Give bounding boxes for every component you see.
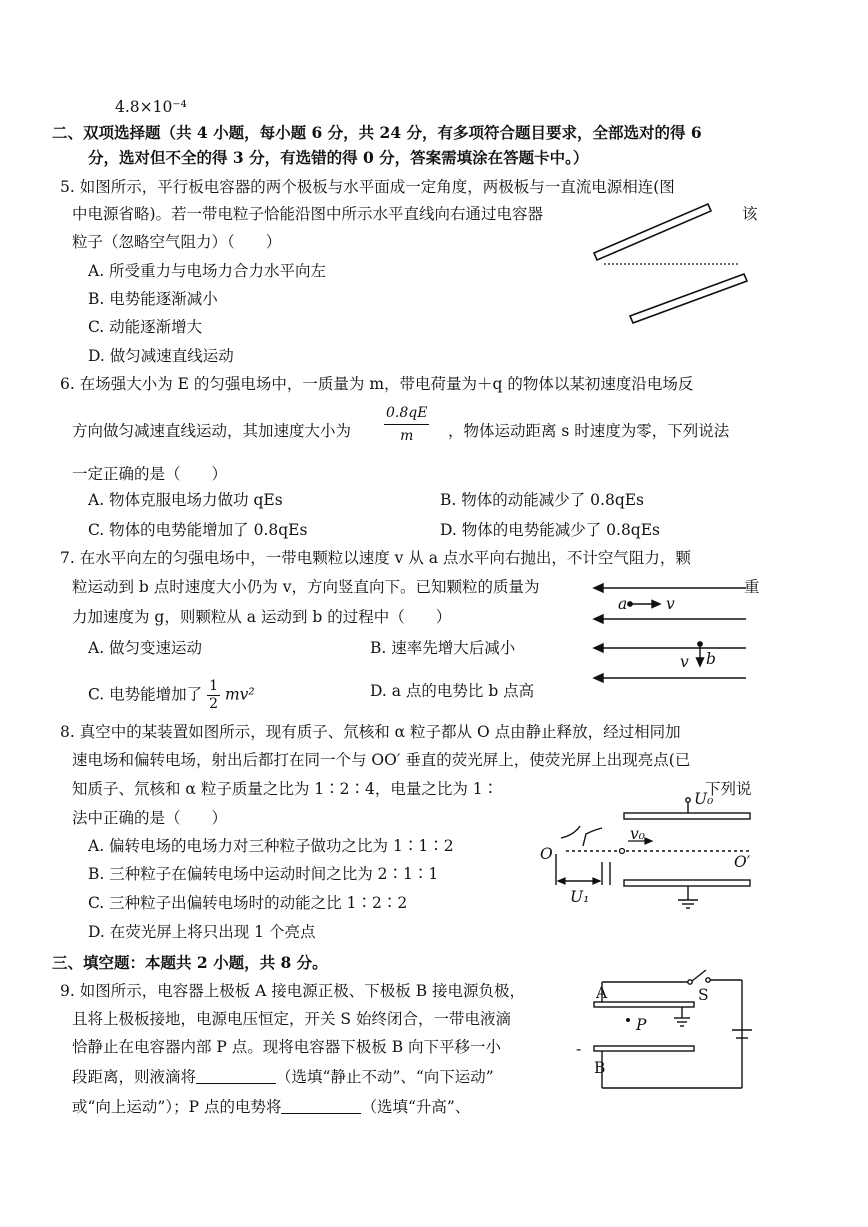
q9-line4-pre: 段距离，则液滴将 <box>72 1068 197 1086</box>
q5-line1: 5. 如图所示，平行板电容器的两个极板与水平面成一定角度，两极板与一直流电源相连(图 <box>60 178 675 196</box>
q9-line5-pre: 或“向上运动”）；P 点的电势将 <box>72 1098 282 1116</box>
q8-option-a: A. 偏转电场的电场力对三种粒子做功之比为 1∶1∶2 <box>88 837 454 855</box>
q7-option-c-post: mv² <box>224 685 255 704</box>
q9-line4 <box>72 1066 494 1088</box>
q8-option-c: C. 三种粒子出偏转电场时的动能之比 1∶2∶2 <box>88 894 408 912</box>
q6-option-b: B. 物体的动能减少了 0.8qEs <box>440 491 645 509</box>
q5-line2-tail: 该 <box>742 205 758 223</box>
q7-option-c-pre: C. 电势能增加了 <box>88 685 203 704</box>
q9-switch-s-label: S <box>698 986 709 1004</box>
q6-line1: 6. 在场强大小为 E 的匀强电场中，一质量为 m，带电荷量为＋q 的物体以某初速度沿电场反 <box>60 375 694 393</box>
q8-u0-label: U₀ <box>694 790 714 808</box>
q9-minus-sign: - <box>576 1040 582 1058</box>
q6-fraction <box>384 402 429 447</box>
q8-option-b: B. 三种粒子在偏转电场中运动时间之比为 2∶1∶1 <box>88 865 439 883</box>
q9-line5-post: （选填“升高”、 <box>361 1098 471 1116</box>
q6-fraction-numerator: 0.8qE <box>384 402 429 425</box>
q6-line3: 一定正确的是（ ） <box>72 465 228 483</box>
q9-plate-b-label: B <box>594 1059 606 1077</box>
q5-line2: 中电源省略)。若一带电粒子恰能沿图中所示水平直线向右通过电容器 <box>72 205 544 223</box>
q9-blank-1[interactable] <box>196 1069 276 1084</box>
q5-option-a: A. 所受重力与电场力合力水平向左 <box>88 262 327 280</box>
section3-header: 三、填空题：本题共 2 小题，共 8 分。 <box>52 953 328 972</box>
q7-point-a-label: a <box>618 595 628 613</box>
q9-circuit-figure <box>572 962 752 1102</box>
q7-velocity-a-label: v <box>666 595 675 613</box>
section2-header-line1: 二、双项选择题（共 4 小题，每小题 6 分，共 24 分，有多项符合题目要求，全部选对的得 6 <box>52 123 702 142</box>
q8-line3-tail: 下列说 <box>705 780 752 798</box>
q7-point-b-label: b <box>706 650 716 668</box>
q7-option-c-denominator: 2 <box>209 696 219 712</box>
q9-line5 <box>72 1096 470 1118</box>
q7-line2: 粒运动到 b 点时速度大小仍为 v，方向竖直向下。已知颗粒的质量为 <box>72 578 540 596</box>
q5-option-c: C. 动能逐渐增大 <box>88 318 203 336</box>
q8-v0-label: v₀ <box>630 825 645 843</box>
q8-option-d: D. 在荧光屏上将只出现 1 个亮点 <box>88 923 316 941</box>
q5-option-b: B. 电势能逐渐减小 <box>88 290 218 308</box>
q7-line2-tail: 重 <box>744 578 760 596</box>
section2-header-line2: 分，选对但不全的得 3 分，有选错的得 0 分，答案需填涂在答题卡中。） <box>88 148 589 167</box>
q8-point-o-label: O <box>540 845 553 863</box>
q7-option-c <box>88 678 255 713</box>
q9-point-p-label: P <box>636 1016 647 1034</box>
q9-line2: 且将上极板接地，电源电压恒定，开关 S 始终闭合，一带电液滴 <box>72 1010 511 1028</box>
q7-line1: 7. 在水平向左的匀强电场中，一带电颗粒以速度 v 从 a 点水平向右抛出，不计空气阻力，颗 <box>60 549 691 567</box>
q7-option-b: B. 速率先增大后减小 <box>370 639 516 657</box>
q7-option-d: D. a 点的电势比 b 点高 <box>370 682 535 700</box>
q8-line3: 知质子、氘核和 α 粒子质量之比为 1∶2∶4，电量之比为 1∶ <box>72 780 499 798</box>
q8-line4: 法中正确的是（ ） <box>72 809 228 827</box>
q8-accelerator-figure <box>538 788 758 918</box>
q8-line2: 速电场和偏转电场，射出后都打在同一个与 OO′ 垂直的荧光屏上，使荧光屏上出现亮点(已 <box>72 751 691 769</box>
q9-line4-post: （选填“静止不动”、“向下运动” <box>276 1068 494 1086</box>
q8-line1: 8. 真空中的某装置如图所示，现有质子、氘核和 α 粒子都从 O 点由静止释放，经过相同加 <box>60 723 681 741</box>
q7-velocity-b-label: v <box>680 653 689 671</box>
q6-fraction-denominator: m <box>400 428 414 444</box>
q6-line2-post: ，物体运动距离 s 时速度为零，下列说法 <box>448 422 730 440</box>
q7-line3: 力加速度为 g，则颗粒从 a 运动到 b 的过程中（ ） <box>72 608 452 626</box>
q6-option-c: C. 物体的电势能增加了 0.8qEs <box>88 521 308 539</box>
q7-option-a: A. 做匀变速运动 <box>88 639 203 657</box>
q7-option-c-numerator: 1 <box>209 678 219 694</box>
q6-option-d: D. 物体的电势能减少了 0.8qEs <box>440 521 660 539</box>
q5-capacitor-figure <box>588 198 753 333</box>
q9-plate-a-label: A <box>596 984 608 1002</box>
q6-option-a: A. 物体克服电场力做功 qEs <box>88 491 283 509</box>
q5-option-d: D. 做匀减速直线运动 <box>88 347 234 365</box>
q7-field-figure <box>590 578 750 698</box>
q8-u1-label: U₁ <box>570 888 590 906</box>
top-fragment: 4.8×10⁻⁴ <box>115 98 187 116</box>
q9-line1: 9. 如图所示，电容器上极板 A 接电源正极、下极板 B 接电源负极， <box>60 982 526 1000</box>
q5-line3: 粒子（忽略空气阻力）（ ） <box>72 233 282 251</box>
q6-line2-pre: 方向做匀减速直线运动，其加速度大小为 <box>72 422 352 440</box>
q9-line3: 恰静止在电容器内部 P 点。现将电容器下极板 B 向下平移一小 <box>72 1038 502 1056</box>
q8-point-o-prime-label: O′ <box>734 853 751 871</box>
q9-blank-2[interactable] <box>281 1099 361 1114</box>
